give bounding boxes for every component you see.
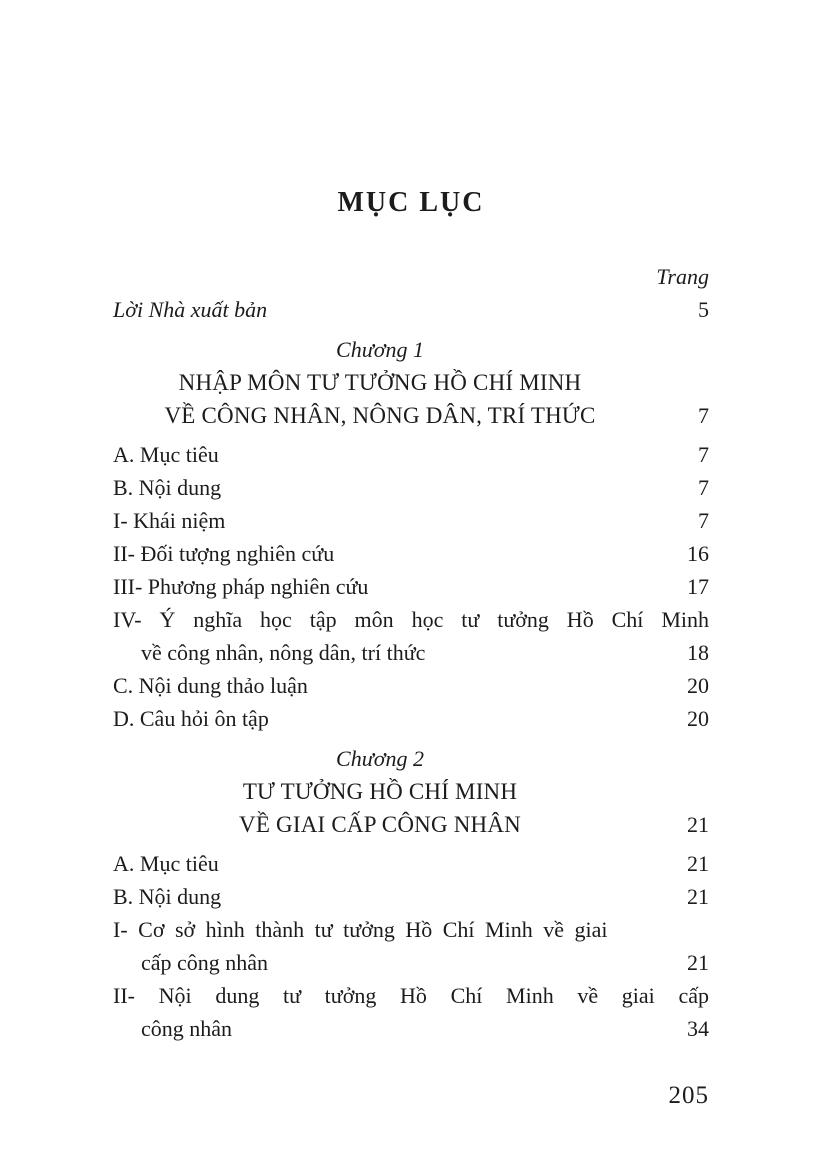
toc-entry-label: cấp công nhân xyxy=(141,950,269,975)
toc-entry-page: 34 xyxy=(687,1016,709,1041)
toc-line xyxy=(113,333,709,366)
toc-entry-label: NHẬP MÔN TƯ TƯỞNG HỒ CHÍ MINH xyxy=(178,370,582,395)
toc-entry-page: 20 xyxy=(687,706,709,731)
folio-page-number: 205 xyxy=(668,1082,709,1109)
toc-entry-page: 21 xyxy=(687,884,709,909)
toc-entry-page xyxy=(647,913,709,946)
toc-line xyxy=(113,669,709,702)
toc-entry-label: VỀ CÔNG NHÂN, NÔNG DÂN, TRÍ THỨC xyxy=(164,403,596,428)
toc-entry-label: TƯ TƯỞNG HỒ CHÍ MINH xyxy=(242,779,518,804)
toc-line xyxy=(113,438,709,471)
toc-entry-label: Chương 2 xyxy=(336,746,424,771)
toc-entry-label: I- Cơ sở hình thành tư tưởng Hồ Chí Minh về giai xyxy=(113,917,608,942)
toc-line xyxy=(113,946,709,979)
toc-entry-label: II- Đối tượng nghiên cứu xyxy=(113,541,335,566)
toc-line xyxy=(113,636,709,669)
toc-line xyxy=(113,847,709,880)
toc-entry-page: 16 xyxy=(687,541,709,566)
toc-entry-page xyxy=(647,333,709,366)
toc-entry-page: 5 xyxy=(698,297,709,322)
toc-entry-page: 7 xyxy=(698,442,709,467)
toc-line xyxy=(113,702,709,735)
toc-line xyxy=(113,504,709,537)
toc-entry-label: Lời Nhà xuất bản xyxy=(113,297,268,322)
toc-entry-page xyxy=(647,775,709,808)
toc-entry-page: 21 xyxy=(687,950,709,975)
toc-line xyxy=(113,366,709,399)
page-title: MỤC LỤC xyxy=(337,187,485,218)
toc-entry-page xyxy=(647,742,709,775)
toc-entry-page: 7 xyxy=(698,508,709,533)
toc-line xyxy=(113,1012,709,1045)
page-column-header: Trang xyxy=(656,264,709,289)
toc-entry-label: B. Nội dung xyxy=(113,475,222,500)
toc-line xyxy=(113,775,709,808)
toc-entry-page: 21 xyxy=(687,851,709,876)
toc-entry-label: I- Khái niệm xyxy=(113,508,226,533)
toc-entry-label: II- Nội dung tư tưởng Hồ Chí Minh về giai cấp xyxy=(113,983,709,1008)
toc-line xyxy=(113,570,709,603)
toc-entry-page: 7 xyxy=(698,475,709,500)
toc-entry-label: C. Nội dung thảo luận xyxy=(113,673,308,698)
toc-line xyxy=(113,913,709,946)
toc-entry-label: A. Mục tiêu xyxy=(113,442,219,467)
toc-line xyxy=(113,293,709,326)
toc-entry-page: 17 xyxy=(687,574,709,599)
toc-entry-label: III- Phương pháp nghiên cứu xyxy=(113,574,369,599)
toc-line xyxy=(113,979,709,1012)
toc-entry-page: 20 xyxy=(687,673,709,698)
toc-line xyxy=(113,742,709,775)
toc-list xyxy=(113,293,709,1045)
toc-line xyxy=(113,537,709,570)
toc-line xyxy=(113,399,709,432)
toc-entry-page: 7 xyxy=(698,403,709,428)
toc-entry-label: về công nhân, nông dân, trí thức xyxy=(141,640,426,665)
toc-entry-label: IV- Ý nghĩa học tập môn học tư tưởng Hồ Chí Minh xyxy=(113,607,709,632)
toc-entry-page: 18 xyxy=(687,640,709,665)
toc-entry-label: công nhân xyxy=(141,1016,233,1041)
toc-entry-label: B. Nội dung xyxy=(113,884,222,909)
toc-line xyxy=(113,808,709,841)
toc-entry-label: VỀ GIAI CẤP CÔNG NHÂN xyxy=(239,812,521,837)
toc-entry-page: 21 xyxy=(687,812,709,837)
toc-entry-label: D. Câu hỏi ôn tập xyxy=(113,706,269,731)
toc-line xyxy=(113,603,709,636)
toc-line xyxy=(113,471,709,504)
toc-entry-page xyxy=(647,366,709,399)
toc-entry-label: A. Mục tiêu xyxy=(113,851,219,876)
toc-line xyxy=(113,880,709,913)
toc-entry-label: Chương 1 xyxy=(336,337,424,362)
